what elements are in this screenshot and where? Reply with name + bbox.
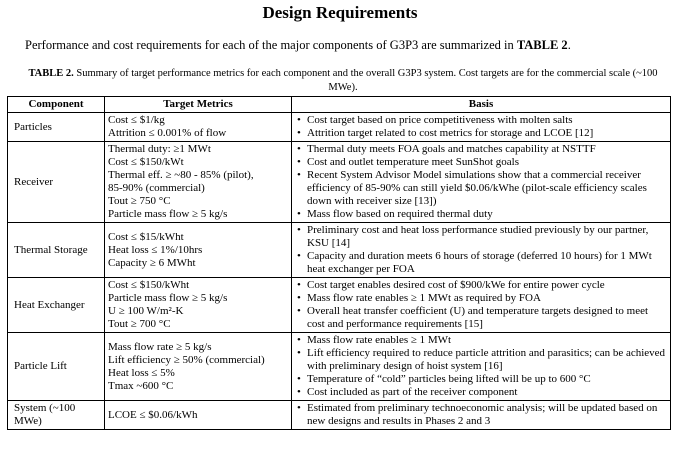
metric-item: 85-90% (commercial) xyxy=(108,182,205,194)
component-cell: Particles xyxy=(8,113,105,142)
header-component: Component xyxy=(8,97,105,113)
basis-item: • Mass flow rate enables ≥ 1 MWt xyxy=(295,334,667,347)
table-row xyxy=(8,401,671,430)
metric-item: Cost ≤ $1/kg xyxy=(108,114,165,126)
metric-item: Tmax ~600 °C xyxy=(108,379,174,392)
header-basis: Basis xyxy=(292,97,671,113)
intro-table-ref: TABLE 2 xyxy=(516,38,568,52)
metric-item: Mass flow rate ≥ 5 kg/s xyxy=(108,340,212,353)
component-cell: Particle Lift xyxy=(8,333,105,401)
basis-item: • Temperature of “cold” particles being lifted will be up to 600 °C xyxy=(295,373,667,386)
basis-item: • Preliminary cost and heat loss performance studied previously by our partner, KSU [14] xyxy=(295,224,667,250)
basis-cell xyxy=(292,333,671,401)
basis-cell xyxy=(292,223,671,278)
section-heading: Design Requirements xyxy=(262,3,418,22)
basis-item: • Lift efficiency required to reduce particle attrition and parasitics; can be achieved with preliminary design of hoist system [16] xyxy=(295,347,667,373)
basis-item: • Cost target enables desired cost of $900/kWe for entire power cycle xyxy=(295,279,667,292)
table-row xyxy=(8,333,671,401)
caption-label: TABLE 2. xyxy=(28,68,74,79)
metrics-cell xyxy=(105,401,292,430)
metric-item: Thermal duty: ≥1 MWt xyxy=(108,143,211,155)
metrics-cell xyxy=(105,333,292,401)
requirements-table xyxy=(7,96,671,430)
basis-item: • Estimated from preliminary technoeconomic analysis; will be updated based on new designs and results in Phases 2 and 3 xyxy=(295,402,667,428)
component-cell: Heat Exchanger xyxy=(8,278,105,333)
metric-item: Cost ≤ $150/kWht xyxy=(108,279,190,291)
metric-item: Cost ≤ $150/kWt xyxy=(108,156,184,168)
table-header-row xyxy=(8,97,671,113)
basis-cell xyxy=(292,113,671,142)
metric-item: Attrition ≤ 0.001% of flow xyxy=(108,127,227,139)
table-row xyxy=(8,113,671,142)
metric-item: Tout ≥ 700 °C xyxy=(108,318,171,330)
component-cell: System (~100 MWe) xyxy=(8,401,105,430)
basis-item: • Mass flow rate enables ≥ 1 MWt as required by FOA xyxy=(295,292,667,305)
basis-item: • Thermal duty meets FOA goals and matches capability at NSTTF xyxy=(295,143,667,156)
metric-item: Thermal eff. ≥ ~80 - 85% (pilot), xyxy=(108,169,254,181)
metrics-cell xyxy=(105,278,292,333)
table-caption xyxy=(18,67,668,95)
metric-item: LCOE ≤ $0.06/kWh xyxy=(108,408,198,421)
metric-item: Heat loss ≤ 1%/10hrs xyxy=(108,243,203,256)
metric-item: Cost ≤ $15/kWht xyxy=(108,230,184,243)
basis-item: • Cost target based on price competitiveness with molten salts xyxy=(295,114,667,127)
metric-item: Particle mass flow ≥ 5 kg/s xyxy=(108,208,228,220)
intro-end: . xyxy=(567,38,571,52)
basis-item: • Overall heat transfer coefficient (U) and temperature targets designed to meet cost and performance requirements [15] xyxy=(295,305,667,331)
metrics-cell xyxy=(105,113,292,142)
table-row xyxy=(8,278,671,333)
header-target-metrics: Target Metrics xyxy=(105,97,292,113)
metric-item: Particle mass flow ≥ 5 kg/s xyxy=(108,292,228,304)
basis-item: • Mass flow based on required thermal duty xyxy=(295,208,667,221)
basis-cell xyxy=(292,142,671,223)
intro-text: Performance and cost requirements for each of the major components of G3P3 are summarized in xyxy=(25,38,517,52)
basis-cell xyxy=(292,401,671,430)
table-row xyxy=(8,223,671,278)
basis-cell xyxy=(292,278,671,333)
metrics-cell xyxy=(105,142,292,223)
intro-paragraph xyxy=(25,38,571,53)
metrics-cell xyxy=(105,223,292,278)
basis-item: • Capacity and duration meets 6 hours of storage (deferred 10 hours) for 1 MWt heat exchanger per FOA xyxy=(295,250,667,276)
basis-item: • Cost and outlet temperature meet SunShot goals xyxy=(295,156,667,169)
table-row xyxy=(8,142,671,223)
component-cell: Thermal Storage xyxy=(8,223,105,278)
basis-item: • Recent System Advisor Model simulations show that a commercial receiver efficiency of 85-90% can still yield $0.06/kWhe (pilot-scale efficiency scales down with receiver size [13]) xyxy=(295,169,667,208)
metric-item: U ≥ 100 W/m²-K xyxy=(108,305,184,317)
basis-item: • Attrition target related to cost metrics for storage and LCOE [12] xyxy=(295,127,667,140)
basis-item: • Cost included as part of the receiver component xyxy=(295,386,667,399)
caption-text: Summary of target performance metrics for each component and the overall G3P3 system. Cost targets are for the commercial scale (~100 MWe). xyxy=(73,68,658,93)
metric-item: Heat loss ≤ 5% xyxy=(108,366,175,379)
metric-item: Tout ≥ 750 °C xyxy=(108,195,171,207)
metric-item: Capacity ≥ 6 MWht xyxy=(108,256,196,269)
metric-item: Lift efficiency ≥ 50% (commercial) xyxy=(108,353,265,366)
component-cell: Receiver xyxy=(8,142,105,223)
